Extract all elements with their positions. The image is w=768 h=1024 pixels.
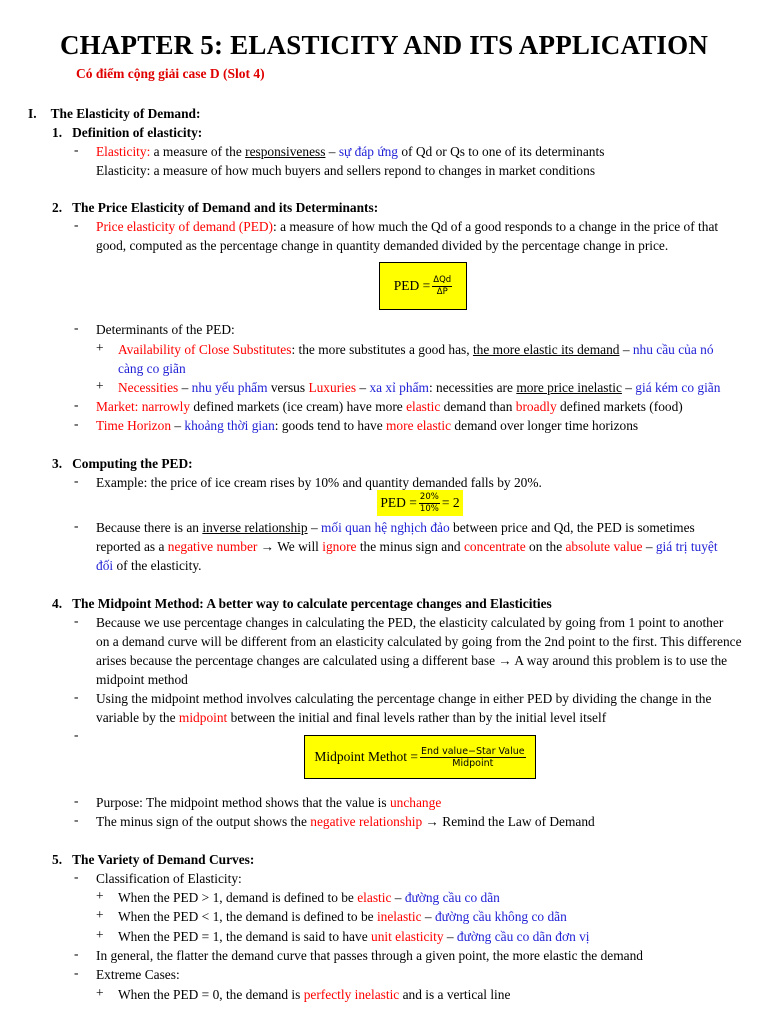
midpoint-fraction: $\frac{\text{End value−Star Value}}{\text{Midpoint}}$: [421, 745, 525, 769]
bullet-dash: -: [74, 793, 79, 808]
midpoint-para-1-line-2: on a demand curve will be different from an elasticity calculated by going from the 2nd point to the first. This difference: [96, 634, 742, 649]
midpoint-formula-box: Midpoint Methot = $\frac{\text{End value−Star Value}}{\text{Midpoint}}$: [304, 735, 536, 779]
bullet-dash: -: [74, 518, 79, 533]
midpoint-para-1-line-3: arises because the percentage changes are calculated using a different base → A way around this problem is to use the: [96, 653, 728, 668]
bullet-plus: +: [96, 927, 104, 942]
ped-example: Example: the price of ice cream rises by 10% and quantity demanded falls by 20%.: [96, 475, 542, 490]
bonus-note: Có điểm cộng giải case D (Slot 4): [76, 66, 265, 81]
bullet-plus: +: [96, 340, 104, 355]
bullet-dash: -: [74, 397, 79, 412]
extreme-cases-title: Extreme Cases:: [96, 967, 180, 982]
class-unit-elastic: When the PED = 1, the demand is said to have unit elasticity – đường cầu co dãn đơn vị: [118, 929, 590, 944]
subsection-heading-1: 1. Definition of elasticity:: [52, 125, 203, 140]
bullet-dash: -: [74, 965, 79, 980]
bullet-dash: -: [74, 217, 79, 232]
bullet-plus: +: [96, 985, 104, 1000]
classification-title: Classification of Elasticity:: [96, 871, 242, 886]
midpoint-para-1: Because we use percentage changes in calculating the PED, the elasticity calculated by going from 1 point to another: [96, 615, 724, 630]
bullet-dash: -: [74, 320, 79, 335]
bullet-dash: -: [74, 869, 79, 884]
midpoint-para-1-line-4: midpoint method: [96, 672, 188, 687]
bullet-dash: -: [74, 142, 79, 157]
bullet-dash: -: [74, 689, 79, 704]
inverse-relationship-3: đối of the elasticity.: [96, 558, 202, 573]
determinant-time-horizon: Time Horizon – khoảng thời gian: goods tend to have more elastic demand over longer time horizons: [96, 418, 639, 433]
elasticity-definition-2: Elasticity: a measure of how much buyers and sellers repond to changes in market conditions: [96, 163, 596, 178]
bullet-dash: -: [74, 416, 79, 431]
bullet-dash: -: [74, 473, 79, 488]
determinant-market: Market: narrowly defined markets (ice cream) have more elastic demand than broadly defined markets (food): [96, 399, 683, 414]
bullet-dash: -: [74, 727, 79, 742]
ped-definition-2: good, computed as the percentage change in quantity demanded divided by the percentage change in price.: [96, 238, 669, 253]
bullet-dash: -: [74, 812, 79, 827]
ped-fraction: $\frac{\text{ΔQd}}{\Delta P}$: [433, 274, 452, 297]
flatter-curve-note: In general, the flatter the demand curve that passes through a given point, the more elastic the demand: [96, 948, 643, 963]
subsection-heading-4: 4. The Midpoint Method: A better way to calculate percentage changes and Elasticities: [52, 596, 552, 611]
bullet-plus: +: [96, 378, 104, 393]
midpoint-para-2: Using the midpoint method involves calculating the percentage change in either PED by dividing the change in the: [96, 691, 712, 706]
minus-sign-note: The minus sign of the output shows the negative relationship → Remind the Law of Demand: [96, 814, 595, 829]
subsection-heading-2: 2. The Price Elasticity of Demand and its Determinants:: [52, 200, 379, 215]
ped-example-formula: PED = $\frac{20\%}{10\%}$ = 2: [377, 490, 463, 516]
section-label: The Elasticity of Demand:: [50, 106, 201, 121]
determinant-substitutes: Availability of Close Substitutes: the more substitutes a good has, the more elastic its demand – nhu cầu của nó: [118, 342, 714, 357]
bullet-plus: +: [96, 888, 104, 903]
subsection-heading-5: 5. The Variety of Demand Curves:: [52, 852, 255, 867]
determinant-substitutes-2: càng co giãn: [118, 361, 186, 376]
determinants-title: Determinants of the PED:: [96, 322, 235, 337]
ped-definition: Price elasticity of demand (PED): a measure of how much the Qd of a good responds to a change in the price of that: [96, 219, 719, 234]
extreme-perfectly-inelastic: When the PED = 0, the demand is perfectly inelastic and is a vertical line: [118, 987, 511, 1002]
inverse-relationship-2: reported as a negative number → We will ignore the minus sign and concentrate on the absolute value – giá trị tuyệt: [96, 539, 718, 554]
inverse-relationship: Because there is an inverse relationship – mối quan hệ nghịch đảo between price and Qd, the PED is sometimes: [96, 520, 695, 535]
midpoint-purpose: Purpose: The midpoint method shows that the value is unchange: [96, 795, 442, 810]
bullet-dash: -: [74, 613, 79, 628]
chapter-title: CHAPTER 5: ELASTICITY AND ITS APPLICATION: [59, 30, 709, 60]
ped-example-fraction: $\frac{20\%}{10\%}$: [419, 491, 439, 514]
class-inelastic: When the PED < 1, the demand is defined to be inelastic – đường cầu không co dãn: [118, 909, 567, 924]
bullet-dash: -: [74, 946, 79, 961]
elasticity-definition: Elasticity: a measure of the responsiveness – sự đáp ứng of Qd or Qs to one of its determinants: [96, 144, 605, 159]
class-elastic: When the PED > 1, demand is defined to be elastic – đường cầu co dãn: [118, 890, 500, 905]
determinant-necessities: Necessities – nhu yếu phẩm versus Luxuries – xa xỉ phẩm: necessities are more price inelastic – giá kém co giãn: [118, 380, 721, 395]
midpoint-para-2-line-2: variable by the midpoint between the initial and final levels rather than by the initial level itself: [96, 710, 607, 725]
section-number: I.: [28, 106, 37, 121]
ped-formula-box: PED = $\frac{\text{ΔQd}}{\Delta P}$: [379, 262, 467, 310]
subsection-heading-3: 3. Computing the PED:: [52, 456, 193, 471]
bullet-plus: +: [96, 907, 104, 922]
section-heading: [28, 104, 200, 123]
